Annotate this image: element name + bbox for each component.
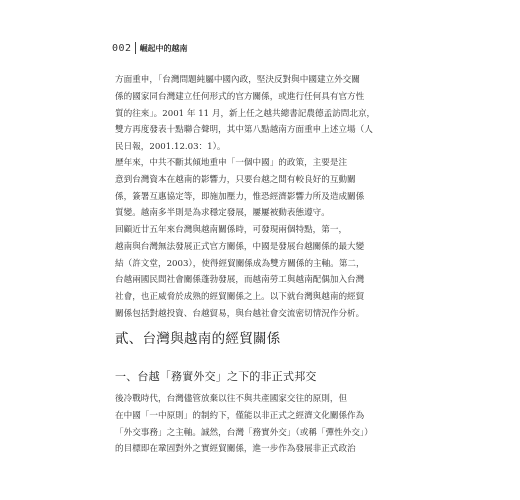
- running-title: 崛起中的越南: [139, 43, 188, 53]
- paragraph-one-china: [115, 155, 415, 222]
- section-heading: 貳、台灣與越南的經貿關係: [115, 331, 281, 347]
- text-line: 越南與台灣無法發展正式官方關係，中國是發展台越關係的最大變: [115, 241, 365, 252]
- text-line: 歷年來，中共不斷其傾地重申「一個中國」的政策，主要是注: [115, 158, 348, 168]
- header-divider: [135, 42, 136, 54]
- paragraph-continued: [115, 72, 415, 156]
- text-line: 的目標即在鞏固對外之實經貿關係，進一步作為發展非正式政治: [115, 444, 356, 455]
- text-line: 方面重申，「台灣問題純屬中國內政，堅決反對與中國建立外交關: [115, 75, 360, 85]
- text-line: 回顧近廿五年來台灣與越南關係時，可發現兩個特點，第一，: [115, 225, 348, 235]
- running-header: [112, 41, 188, 55]
- page-number: 002: [112, 42, 132, 54]
- paragraph-review: [115, 222, 415, 323]
- text-line: 雙方再度發表十點聯合聲明，其中第八點越南方面重申上述立場（人: [115, 125, 373, 136]
- text-line: 在中國「一中原則」的制約下，僅能以非正式之經濟文化關係作為: [115, 410, 365, 421]
- text-line: 社會，也正威脅於成熟的經貿關係之上。以下就台灣與越南的經貿: [115, 292, 365, 303]
- text-line: 意到台灣資本在越南的影響力，只要台越之間有較良好的互動關: [115, 174, 356, 185]
- text-line: 後冷戰時代，台灣儘管放棄以往不與共產國家交往的原則，但: [115, 394, 348, 404]
- text-line: 係的國家同台灣建立任何形式的官方關係，或進行任何具有官方性: [115, 91, 365, 102]
- text-line: 關係包括對越投資、台越貿易，與台越社會交流密切情況作分析。: [115, 308, 365, 319]
- text-line: 結（許文堂，2003），使得經貿關係成為雙方關係的主軸。第二，: [115, 258, 365, 269]
- text-line: 質變。越南多半則是為求穩定發展，屢屢被動表態遵守。: [115, 208, 330, 219]
- text-line: 民日報，2001.12.03：1）。: [115, 142, 226, 153]
- text-line: 台越兩國民間社會關係蓬勃發展，而越南勞工與越南配偶加入台灣: [115, 275, 365, 286]
- text-line: 質的往來」。2001 年 11 月，新上任之越共總書記農德孟訪問北京，: [115, 108, 376, 119]
- subsection-heading: 一、台越「務實外交」之下的非正式邦交: [115, 370, 317, 383]
- text-line: 係，簽署互惠協定等，即施加壓力，惟恐經濟影響力所及造成關係: [115, 191, 365, 202]
- text-line: 「外交事務」之主軸。誠然，台灣「務實外交」（或稱「彈性外交」）: [115, 427, 373, 438]
- paragraph-post-cold-war: [115, 391, 415, 458]
